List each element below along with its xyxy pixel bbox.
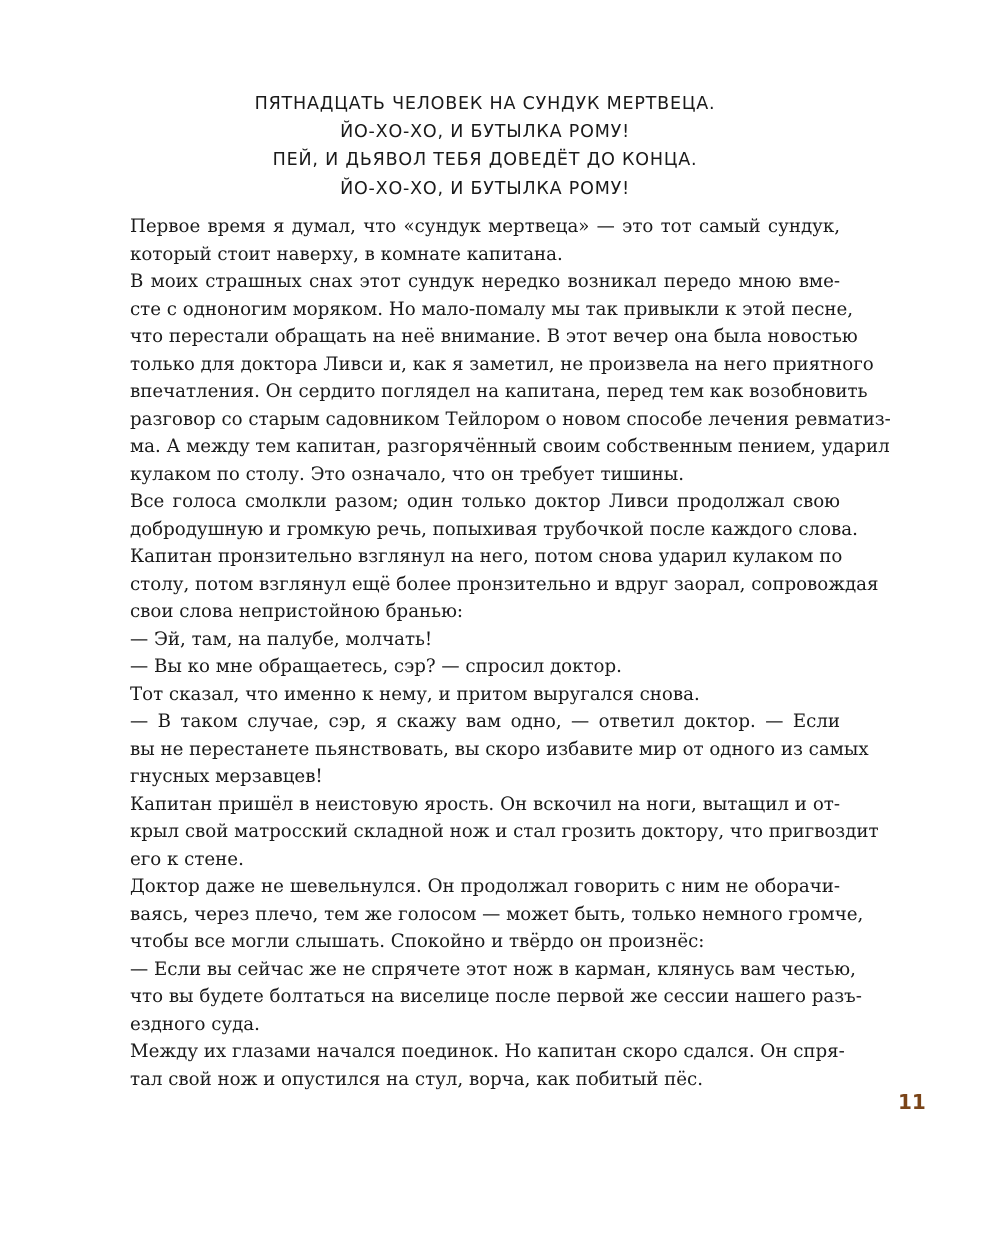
text-line: Капитан пронзительно взглянул на него, потом снова ударил кулаком по (130, 546, 843, 567)
text-line: его к стене. (130, 848, 244, 870)
song-verse (130, 90, 840, 203)
song-line: ПЕЙ, И ДЬЯВОЛ ТЕБЯ ДОВЕДЁТ ДО КОНЦА. (272, 150, 698, 171)
text-line: впечатления. Он сердито поглядел на капитана, перед тем как возобновить (130, 381, 868, 402)
text-line: ма. А между тем капитан, разгорячённый своим собственным пением, ударил (130, 436, 890, 457)
text-line: — Эй, там, на палубе, молчать! (130, 628, 433, 650)
text-line: вы не перестанете пьянствовать, вы скоро избавите мир от одного из самых (130, 738, 869, 760)
text-line: ваясь, через плечо, тем же голосом — может быть, только немного громче, (130, 903, 864, 925)
text-line: что перестали обращать на неё внимание. В этот вечер она была новостью (130, 326, 858, 347)
body-text (130, 213, 891, 1093)
text-line: Тот сказал, что именно к нему, и притом выругался снова. (130, 683, 700, 705)
text-line: — В таком случае, сэр, я скажу вам одно, — ответил доктор. — Если (130, 711, 840, 732)
text-line: столу, потом взглянул ещё более пронзительно и вдруг заорал, сопровождая (130, 573, 879, 595)
text-line: который стоит наверху, в комнате капитана. (130, 243, 563, 265)
text-line: свои слова непристойною бранью: (130, 601, 464, 622)
text-line: добродушную и громкую речь, попыхивая трубочкой после каждого слова. (130, 518, 858, 540)
text-line: только для доктора Ливси и, как я заметил, не произвела на него приятного (130, 353, 874, 375)
text-line: Все голоса смолкли разом; один только доктор Ливси продолжал свою (130, 491, 840, 512)
song-line: ЙО-ХО-ХО, И БУТЫЛКА РОМУ! (340, 122, 630, 143)
page-number: 11 (898, 1090, 926, 1114)
text-line: тал свой нож и опустился на стул, ворча, как побитый пёс. (130, 1068, 704, 1090)
text-line: ездного суда. (130, 1013, 260, 1035)
text-line: Капитан пришёл в неистовую ярость. Он вскочил на ноги, вытащил и от- (130, 793, 840, 815)
text-line: разговор со старым садовником Тейлором о новом способе лечения ревматиз- (130, 408, 891, 430)
song-line: ПЯТНАДЦАТЬ ЧЕЛОВЕК НА СУНДУК МЕРТВЕЦА. (254, 94, 716, 114)
text-line: Между их глазами начался поединок. Но капитан скоро сдался. Он спря- (130, 1041, 845, 1062)
text-line: Первое время я думал, что «сундук мертвеца» — это тот самый сундук, (130, 216, 840, 237)
text-line: чтобы все могли слышать. Спокойно и твёрдо он произнёс: (130, 931, 705, 952)
text-line: — Если вы сейчас же не спрячете этот нож в карман, клянусь вам честью, (130, 958, 856, 980)
text-line: гнусных мерзавцев! (130, 766, 323, 787)
song-line: ЙО-ХО-ХО, И БУТЫЛКА РОМУ! (340, 178, 630, 199)
text-line: В моих страшных снах этот сундук нередко возникал передо мною вме- (130, 271, 840, 292)
text-line: кулаком по столу. Это означало, что он требует тишины. (130, 463, 685, 485)
text-line: Доктор даже не шевельнулся. Он продолжал говорить с ним не оборачи- (130, 876, 840, 897)
text-line: что вы будете болтаться на виселице после первой же сессии нашего разъ- (130, 986, 862, 1007)
text-line: — Вы ко мне обращаетесь, сэр? — спросил доктор. (130, 656, 622, 677)
text-line: сте с одноногим моряком. Но мало-помалу мы так привыкли к этой песне, (130, 298, 854, 320)
text-line: крыл свой матросский складной нож и стал грозить доктору, что пригвоздит (130, 821, 879, 842)
